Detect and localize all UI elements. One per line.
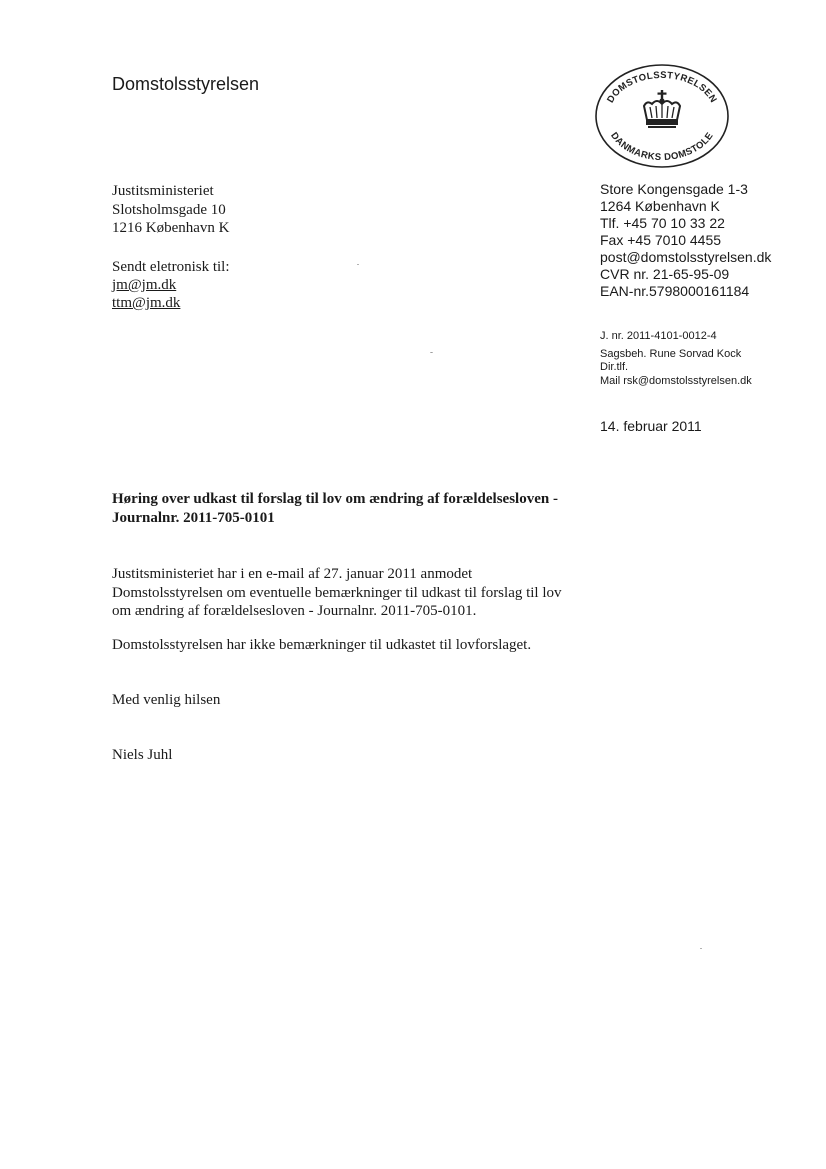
sender-line: EAN-nr.5798000161184 [600,283,750,299]
letter-date: 14. februar 2011 [600,418,702,434]
body-line: Justitsministeriet har i en e-mail af 27. januar 2011 anmodet [112,566,473,582]
signature-name: Niels Juhl [112,747,173,763]
recipient-address [112,182,229,238]
sender-line: CVR nr. 21-65-95-09 [600,266,730,282]
sender-line: Tlf. +45 70 10 33 22 [600,215,725,231]
case-line: Mail rsk@domstolsstyrelsen.dk [600,374,752,387]
body-paragraph-1 [112,565,612,621]
body-line: om ændring af forældelsesloven - Journalnr. 2011-705-0101. [112,603,477,619]
crown-icon [644,90,680,128]
sent-electronically-block [112,258,230,312]
sender-line: Store Kongensgade 1-3 [600,181,748,197]
seal-bottom-text: DANMARKS DOMSTOLE [608,130,716,164]
subject-line: Journalnr. 2011-705-0101 [112,509,275,526]
body-line: Domstolsstyrelsen om eventuelle bemærkninger til udkast til forslag til lov [112,584,562,601]
case-line: Dir.tlf. [600,361,629,373]
sender-address [600,181,771,300]
sent-label: Sendt eletronisk til: [112,259,230,275]
subject-heading [112,490,558,527]
closing-greeting: Med venlig hilsen [112,692,221,708]
recipient-line: Slotsholmsgade 10 [112,201,226,218]
organization-name: Domstolsstyrelsen [112,74,260,94]
scan-speck [357,264,359,265]
email-link-ttm[interactable]: ttm@jm.dk [112,295,181,311]
scan-speck [700,948,702,949]
sender-line: Fax +45 7010 4455 [600,232,722,248]
sender-line: 1264 København K [600,198,720,214]
case-line: Sagsbeh. Rune Sorvad Kock [600,347,742,360]
subject-line: Høring over udkast til forslag til lov om ændring af forældelsesloven - [112,491,558,507]
email-link-jm[interactable]: jm@jm.dk [112,277,177,293]
case-line: J. nr. 2011-4101-0012-4 [600,330,717,342]
scan-speck [430,352,433,353]
case-info [600,330,752,388]
body-paragraph-2: Domstolsstyrelsen har ikke bemærkninger til udkastet til lovforslaget. [112,637,532,653]
seal-top-text: DOMSTOLSSTYRELSEN [605,69,719,105]
domstolsstyrelsen-seal [594,62,730,170]
recipient-line: Justitsministeriet [112,183,214,199]
sender-line: post@domstolsstyrelsen.dk [600,249,772,265]
recipient-line: 1216 København K [112,220,230,236]
